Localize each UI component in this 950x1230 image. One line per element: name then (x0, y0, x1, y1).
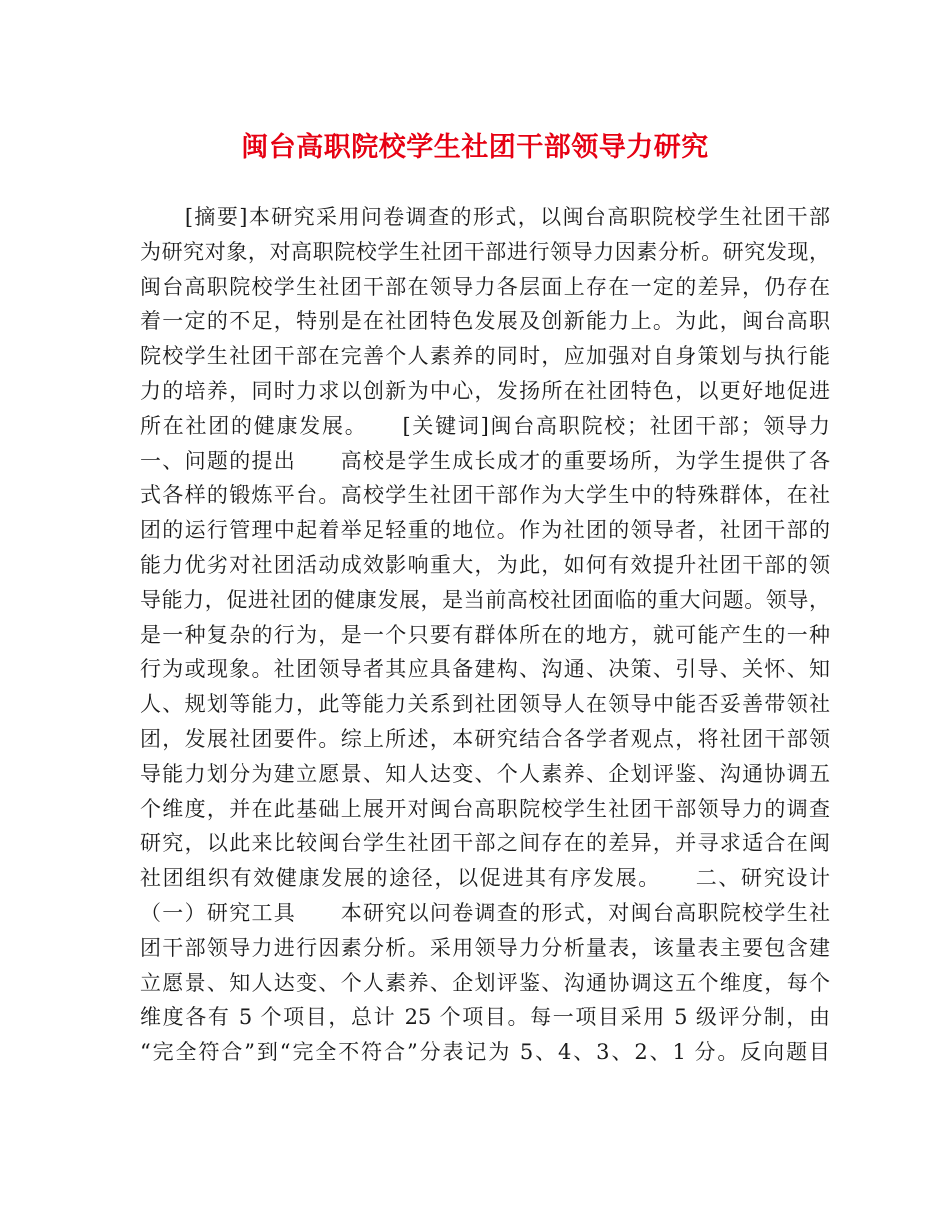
body-line: 维度各有 5 个项目，总计 25 个项目。每一项目采用 5 级评分制，由 (140, 1005, 830, 1030)
body-line: （一）研究工具 本研究以问卷调查的形式，对闽台高职院校学生社 (140, 900, 830, 925)
body-line: 所在社团的健康发展。 [关键词]闽台高职院校；社团干部；领导力 (140, 413, 830, 438)
body-line: 研究，以此来比较闽台学生社团干部之间存在的差异，并寻求适合在闽 (140, 831, 830, 856)
body-line: 为研究对象，对高职院校学生社团干部进行领导力因素分析。研究发现， (140, 239, 830, 264)
body-line: 能力优劣对社团活动成效影响重大，为此，如何有效提升社团干部的领 (140, 552, 830, 577)
body-line: 是一种复杂的行为，是一个只要有群体所在的地方，就可能产生的一种 (140, 622, 830, 647)
document-title: 闽台高职院校学生社团干部领导力研究 (241, 132, 709, 163)
body-line: 式各样的锻炼平台。高校学生社团干部作为大学生中的特殊群体，在社 (140, 483, 830, 508)
body-line: “完全符合”到“完全不符合”分表记为 5、4、3、2、1 分。反向题目 (140, 1040, 830, 1065)
body-line: [摘要]本研究采用问卷调查的形式，以闽台高职院校学生社团干部 (140, 205, 830, 229)
body-line: 立愿景、知人达变、个人素养、企划评鉴、沟通协调这五个维度，每个 (140, 970, 830, 995)
body-line: 导能力，促进社团的健康发展，是当前高校社团面临的重大问题。领导， (140, 587, 830, 612)
body-line: 力的培养，同时力求以创新为中心，发扬所在社团特色，以更好地促进 (140, 378, 830, 403)
body-line: 个维度，并在此基础上展开对闽台高职院校学生社团干部领导力的调查 (140, 796, 830, 821)
body-line: 行为或现象。社团领导者其应具备建构、沟通、决策、引导、关怀、知 (140, 657, 830, 682)
body-line: 团的运行管理中起着举足轻重的地位。作为社团的领导者，社团干部的 (140, 518, 830, 543)
body-line: 院校学生社团干部在完善个人素养的同时，应加强对自身策划与执行能 (140, 344, 830, 369)
body-line: 团，发展社团要件。综上所述，本研究结合各学者观点，将社团干部领 (140, 726, 830, 751)
body-line: 闽台高职院校学生社团干部在领导力各层面上存在一定的差异，仍存在 (140, 274, 830, 299)
body-line: 一、问题的提出 高校是学生成长成才的重要场所，为学生提供了各 (140, 448, 830, 473)
body-line: 导能力划分为建立愿景、知人达变、个人素养、企划评鉴、沟通协调五 (140, 761, 830, 786)
body-line: 人、规划等能力，此等能力关系到社团领导人在领导中能否妥善带领社 (140, 692, 830, 717)
body-line: 团干部领导力进行因素分析。采用领导力分析量表，该量表主要包含建 (140, 935, 830, 960)
body-line: 社团组织有效健康发展的途径，以促进其有序发展。 二、研究设计 (140, 866, 830, 891)
document-body (140, 200, 830, 1070)
body-line: 着一定的不足，特别是在社团特色发展及创新能力上。为此，闽台高职 (140, 309, 830, 334)
